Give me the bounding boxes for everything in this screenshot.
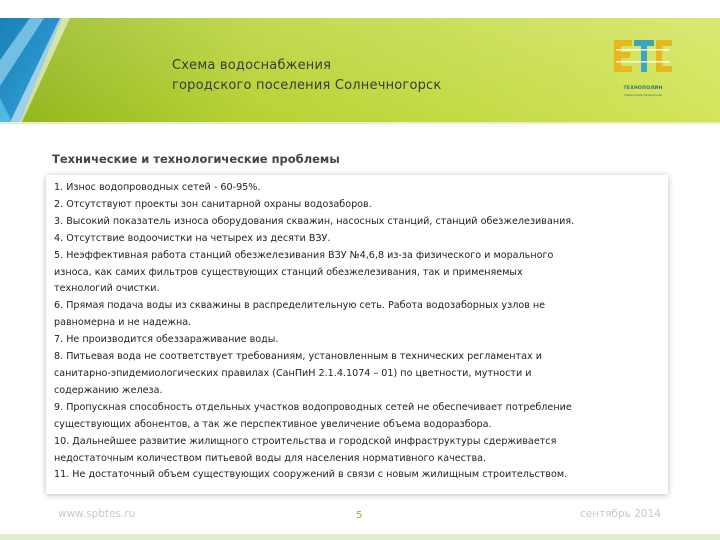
problem-line: 7. Не производится обеззараживание воды. <box>54 334 279 346</box>
problem-line: 3. Высокий показатель износа оборудования скважин, насосных станций, станций обезжелезивания. <box>54 215 575 227</box>
problem-line: существующих абонентов, а так же перспективное увеличение объема водоразбора. <box>54 418 492 430</box>
section-title: Технические и технологические проблемы <box>52 152 340 166</box>
title-line-1: Схема водоснабжения <box>172 58 332 73</box>
logo-text: ТЕХНОПОЛИН <box>623 86 663 91</box>
footer-date: сентябрь 2014 <box>580 508 661 520</box>
problem-line: технологий очистки. <box>54 283 160 295</box>
problem-line: 8. Питьевая вода не соответствует требованиям, установленным в технических регламентах и <box>54 351 542 363</box>
title-line-2: городского поселения Солнечногорск <box>172 78 442 93</box>
problem-line: износа, как самих фильтров существующих станций обезжелезивания, так и применяемых <box>54 266 523 278</box>
problem-line: 11. Не достаточный объем существующих сооружений в связи с новым жилищным строительством. <box>54 469 568 481</box>
problem-line: 6. Прямая подача воды из скважины в распределительную сеть. Работа водозаборных узлов не <box>54 300 546 312</box>
company-logo <box>610 36 676 86</box>
page-title <box>172 56 441 96</box>
page-number: 5 <box>356 510 363 521</box>
problem-line: 9. Пропускная способность отдельных участков водопроводных сетей не обеспечивает потребление <box>54 401 572 413</box>
problem-line: 2. Отсутствуют проекты зон санитарной охраны водозаборов. <box>54 198 372 210</box>
problem-line: санитарно-эпидемиологических правилах (СанПиН 2.1.4.1074 – 01) по цветности, мутности и <box>54 367 532 379</box>
problem-line: 1. Износ водопроводных сетей - 60-95%. <box>54 182 261 193</box>
problem-line: 10. Дальнейшее развитие жилищного строительства и городской инфраструктуры сдерживается <box>54 435 557 447</box>
problem-list <box>54 180 670 484</box>
footer-website[interactable]: www.spbtes.ru <box>58 508 136 520</box>
problem-line: содержанию железа. <box>54 384 163 396</box>
problem-line: 4. Отсутствие водоочистки на четырех из десяти ВЗУ. <box>54 232 331 244</box>
problem-line: 5. Неэффективная работа станций обезжелезивания ВЗУ №4,6,8 из-за физического и морального <box>54 249 554 261</box>
problem-line: равномерна и не надежна. <box>54 317 192 329</box>
problem-line: недостаточным количеством питьевой воды для населения нормативного качества. <box>54 452 487 464</box>
logo-tagline: Территория Технологий <box>623 93 663 97</box>
